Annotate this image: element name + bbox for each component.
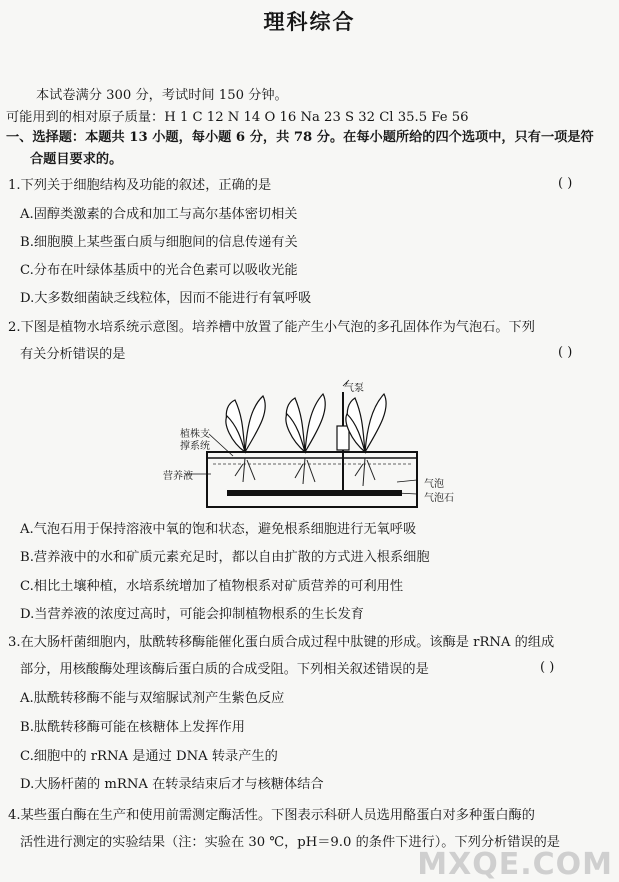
section-heading-cont: 合题目要求的。 bbox=[30, 152, 123, 167]
q3-option-c: C.细胞中的 rRNA 是通过 DNA 转录产生的 bbox=[20, 749, 278, 764]
q3-option-b: B.肽酰转移酶可能在核糖体上发挥作用 bbox=[20, 720, 245, 735]
exam-info: 本试卷满分 300 分，考试时间 150 分钟。 bbox=[36, 88, 288, 103]
q2-stem-2: 有关分析错误的是 bbox=[20, 347, 126, 362]
q1-answer-blank: ( ) bbox=[558, 176, 573, 191]
page-title: 理科综合 bbox=[263, 9, 356, 34]
label-nutrient-solution: 营养液 bbox=[163, 471, 193, 482]
plants bbox=[226, 394, 386, 452]
section-heading: 一、选择题：本题共 13 小题，每小题 6 分，共 78 分。在每小题所给的四个选项中，只有一项是符 bbox=[6, 130, 594, 145]
label-support-1: 植株支 bbox=[180, 429, 210, 440]
q3-stem-2: 部分，用核酸酶处理该酶后蛋白质的合成受阻。下列相关叙述错误的是 bbox=[20, 662, 429, 677]
q2-option-d: D.当营养液的浓度过高时，可能会抑制植物根系的生长发育 bbox=[20, 607, 364, 622]
atomic-masses: 可能用到的相对原子质量：H 1 C 12 N 14 O 16 Na 23 S 32 Cl 35.5 Fe 56 bbox=[6, 110, 469, 125]
q3-option-a: A.肽酰转移酶不能与双缩脲试剂产生紫色反应 bbox=[20, 691, 285, 706]
roots bbox=[235, 458, 375, 486]
q4-stem-1: 4.某些蛋白酶在生产和使用前需测定酶活性。下图表示科研人员选用酪蛋白对多种蛋白酶的 bbox=[8, 808, 535, 823]
label-bubble: 气泡 bbox=[424, 479, 444, 490]
tank-outline bbox=[207, 452, 417, 507]
q1-option-d: D.大多数细菌缺乏线粒体，因而不能进行有氧呼吸 bbox=[20, 291, 312, 306]
q2-option-c: C.相比土壤种植，水培系统增加了植物根系对矿质营养的可利用性 bbox=[20, 579, 404, 594]
q1-option-c: C.分布在叶绿体基质中的光合色素可以吸收光能 bbox=[20, 263, 298, 278]
bubble-stone bbox=[227, 490, 402, 496]
watermark-logo: MXQE.COM bbox=[417, 847, 613, 882]
q1-option-b: B.细胞膜上某些蛋白质与细胞间的信息传递有关 bbox=[20, 235, 298, 250]
air-pump bbox=[337, 426, 349, 450]
q3-option-d: D.大肠杆菌的 mRNA 在转录结束后才与核糖体结合 bbox=[20, 777, 324, 792]
q1-option-a: A.固醇类激素的合成和加工与高尔基体密切相关 bbox=[20, 207, 298, 222]
q1-stem: 1.下列关于细胞结构及功能的叙述，正确的是 bbox=[8, 178, 272, 193]
q2-stem-1: 2.下图是植物水培系统示意图。培养槽中放置了能产生小气泡的多孔固体作为气泡石。下列 bbox=[8, 320, 535, 335]
label-bubble-stone: 气泡石 bbox=[424, 493, 454, 504]
q3-answer-blank: ( ) bbox=[540, 660, 555, 675]
q4-stem-2: 活性进行测定的实验结果（注：实验在 30 ℃，pH＝9.0 的条件下进行）。下列分析错误的是 bbox=[20, 835, 560, 850]
q2-option-b: B.营养液中的水和矿质元素充足时，都以自由扩散的方式进入根系细胞 bbox=[20, 550, 430, 565]
q3-stem-1: 3.在大肠杆菌细胞内，肽酰转移酶能催化蛋白质合成过程中肽键的形成。该酶是 rRNA 的组成 bbox=[8, 635, 555, 650]
q2-option-a: A.气泡石用于保持溶液中氧的饱和状态，避免根系细胞进行无氧呼吸 bbox=[20, 522, 417, 537]
label-air-pump: 气泵 bbox=[344, 383, 364, 394]
label-support-2: 撑系统 bbox=[180, 441, 210, 452]
q2-answer-blank: ( ) bbox=[558, 345, 573, 360]
